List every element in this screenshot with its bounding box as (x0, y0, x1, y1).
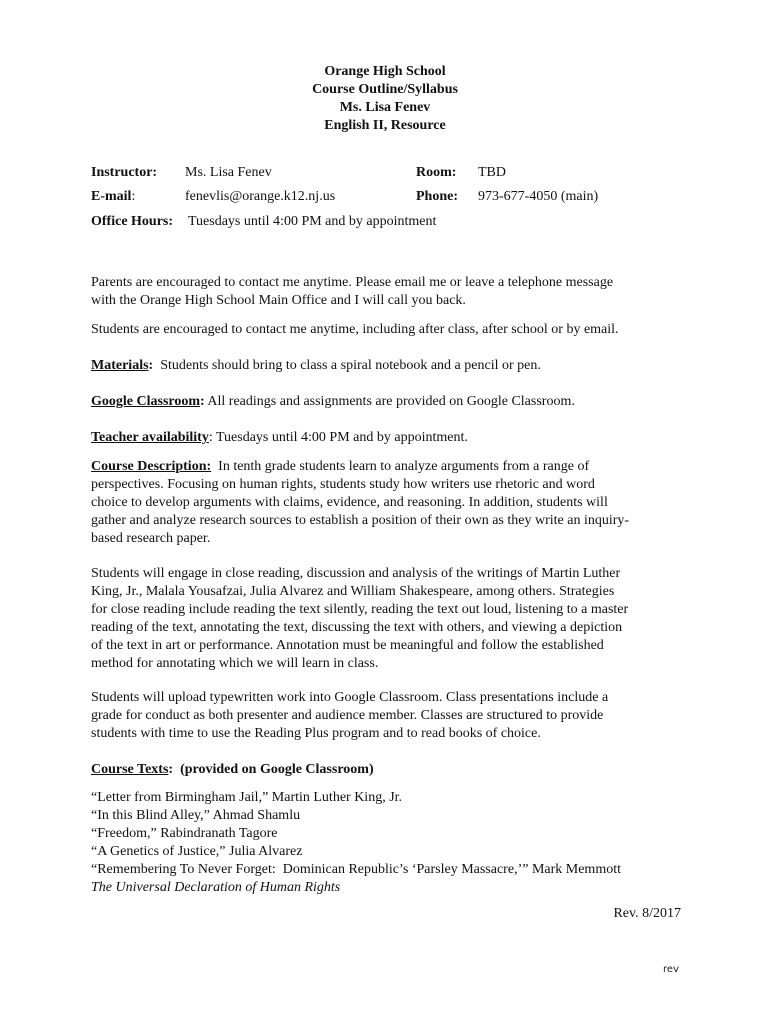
email-label: E-mail (91, 189, 132, 204)
instructor-value: Ms. Lisa Fenev (185, 165, 272, 180)
course-description-label: Course Description: (91, 459, 212, 474)
materials-paragraph (91, 357, 683, 375)
revision-date: Rev. 8/2017 (613, 906, 681, 921)
phone-value: 973-677-4050 (main) (478, 189, 599, 204)
description-line: based research paper. (91, 531, 211, 546)
close-reading-paragraph (91, 565, 683, 673)
description-line: choice to develop arguments with claims, evidence, and reasoning. In addition, students will (91, 495, 608, 510)
office-hours-label: Office Hours: (91, 214, 174, 229)
upload-paragraph (91, 689, 683, 743)
course-text-item: “A Genetics of Justice,” Julia Alvarez (91, 844, 303, 859)
availability-label: Teacher availability (91, 430, 209, 445)
description-line: gather and analyze research sources to establish a position of their own as they write an inquiry- (91, 513, 630, 528)
parents-line: Parents are encouraged to contact me anytime. Please email me or leave a telephone message (91, 275, 614, 290)
engage-line: King, Jr., Malala Yousafzai, Julia Alvarez and William Shakespeare, among others. Strategies (91, 584, 615, 599)
office-hours-value: Tuesdays until 4:00 PM and by appointment (188, 214, 437, 229)
course-description-paragraph (91, 458, 683, 548)
course-text-item: “In this Blind Alley,” Ahmad Shamlu (91, 808, 301, 823)
description-line: In tenth grade students learn to analyze arguments from a range of (211, 459, 590, 474)
materials-colon: : (148, 358, 154, 373)
engage-line: Students will engage in close reading, discussion and analysis of the writings of Martin Luther (91, 566, 621, 581)
engage-line: method for annotating which we will learn in class. (91, 656, 379, 671)
footer-text: rev (663, 964, 679, 975)
google-classroom-colon: : (200, 394, 205, 409)
document-type: Course Outline/Syllabus (312, 82, 458, 97)
engage-line: of the text in art or performance. Annotation must be meaningful and follow the established (91, 638, 604, 653)
phone-label: Phone: (416, 189, 458, 204)
upload-line: Students will upload typewritten work into Google Classroom. Class presentations include a (91, 690, 609, 705)
description-line: perspectives. Focusing on human rights, students study how writers use rhetoric and word (91, 477, 595, 492)
materials-label: Materials (91, 358, 149, 373)
course-text-item: “Letter from Birmingham Jail,” Martin Luther King, Jr. (91, 790, 403, 805)
parents-paragraph (91, 274, 683, 310)
upload-line: grade for conduct as both presenter and audience member. Classes are structured to provide (91, 708, 604, 723)
upload-line: students with time to use the Reading Plus program and to read books of choice. (91, 726, 541, 741)
course-texts-label: Course Texts (91, 762, 169, 777)
course-texts-note: : (provided on Google Classroom) (168, 762, 374, 777)
course-title: English II, Resource (324, 118, 446, 133)
materials-text: Students should bring to class a spiral notebook and a pencil or pen. (153, 358, 541, 373)
email-colon: : (131, 189, 136, 204)
availability-text: : Tuesdays until 4:00 PM and by appointment. (208, 430, 468, 445)
course-text-item: The Universal Declaration of Human Rights (91, 880, 341, 895)
room-value: TBD (478, 165, 506, 180)
engage-line: for close reading include reading the text silently, reading the text out loud, listening to a master (91, 602, 629, 617)
course-text-item: “Freedom,” Rabindranath Tagore (91, 826, 278, 841)
course-text-item: “Remembering To Never Forget: Dominican Republic’s ‘Parsley Massacre,’” Mark Memmott (91, 862, 621, 877)
email-value[interactable]: fenevlis@orange.k12.nj.us (185, 189, 336, 204)
course-texts-list (91, 789, 683, 897)
engage-line: reading of the text, annotating the text, discussing the text with others, and viewing a depiction (91, 620, 623, 635)
parents-line: with the Orange High School Main Office and I will call you back. (91, 293, 466, 308)
google-classroom-paragraph (91, 393, 683, 411)
room-label: Room: (416, 165, 457, 180)
google-classroom-text: All readings and assignments are provided on Google Classroom. (204, 394, 575, 409)
instructor-label: Instructor: (91, 165, 158, 180)
teacher-name: Ms. Lisa Fenev (339, 100, 431, 115)
students-contact-text: Students are encouraged to contact me anytime, including after class, after school or by email. (91, 322, 619, 337)
school-name: Orange High School (324, 64, 446, 79)
students-contact-paragraph (91, 321, 683, 339)
course-texts-heading (91, 761, 683, 779)
availability-paragraph (91, 429, 683, 447)
email-label-group (91, 188, 135, 206)
google-classroom-label: Google Classroom (91, 394, 201, 409)
